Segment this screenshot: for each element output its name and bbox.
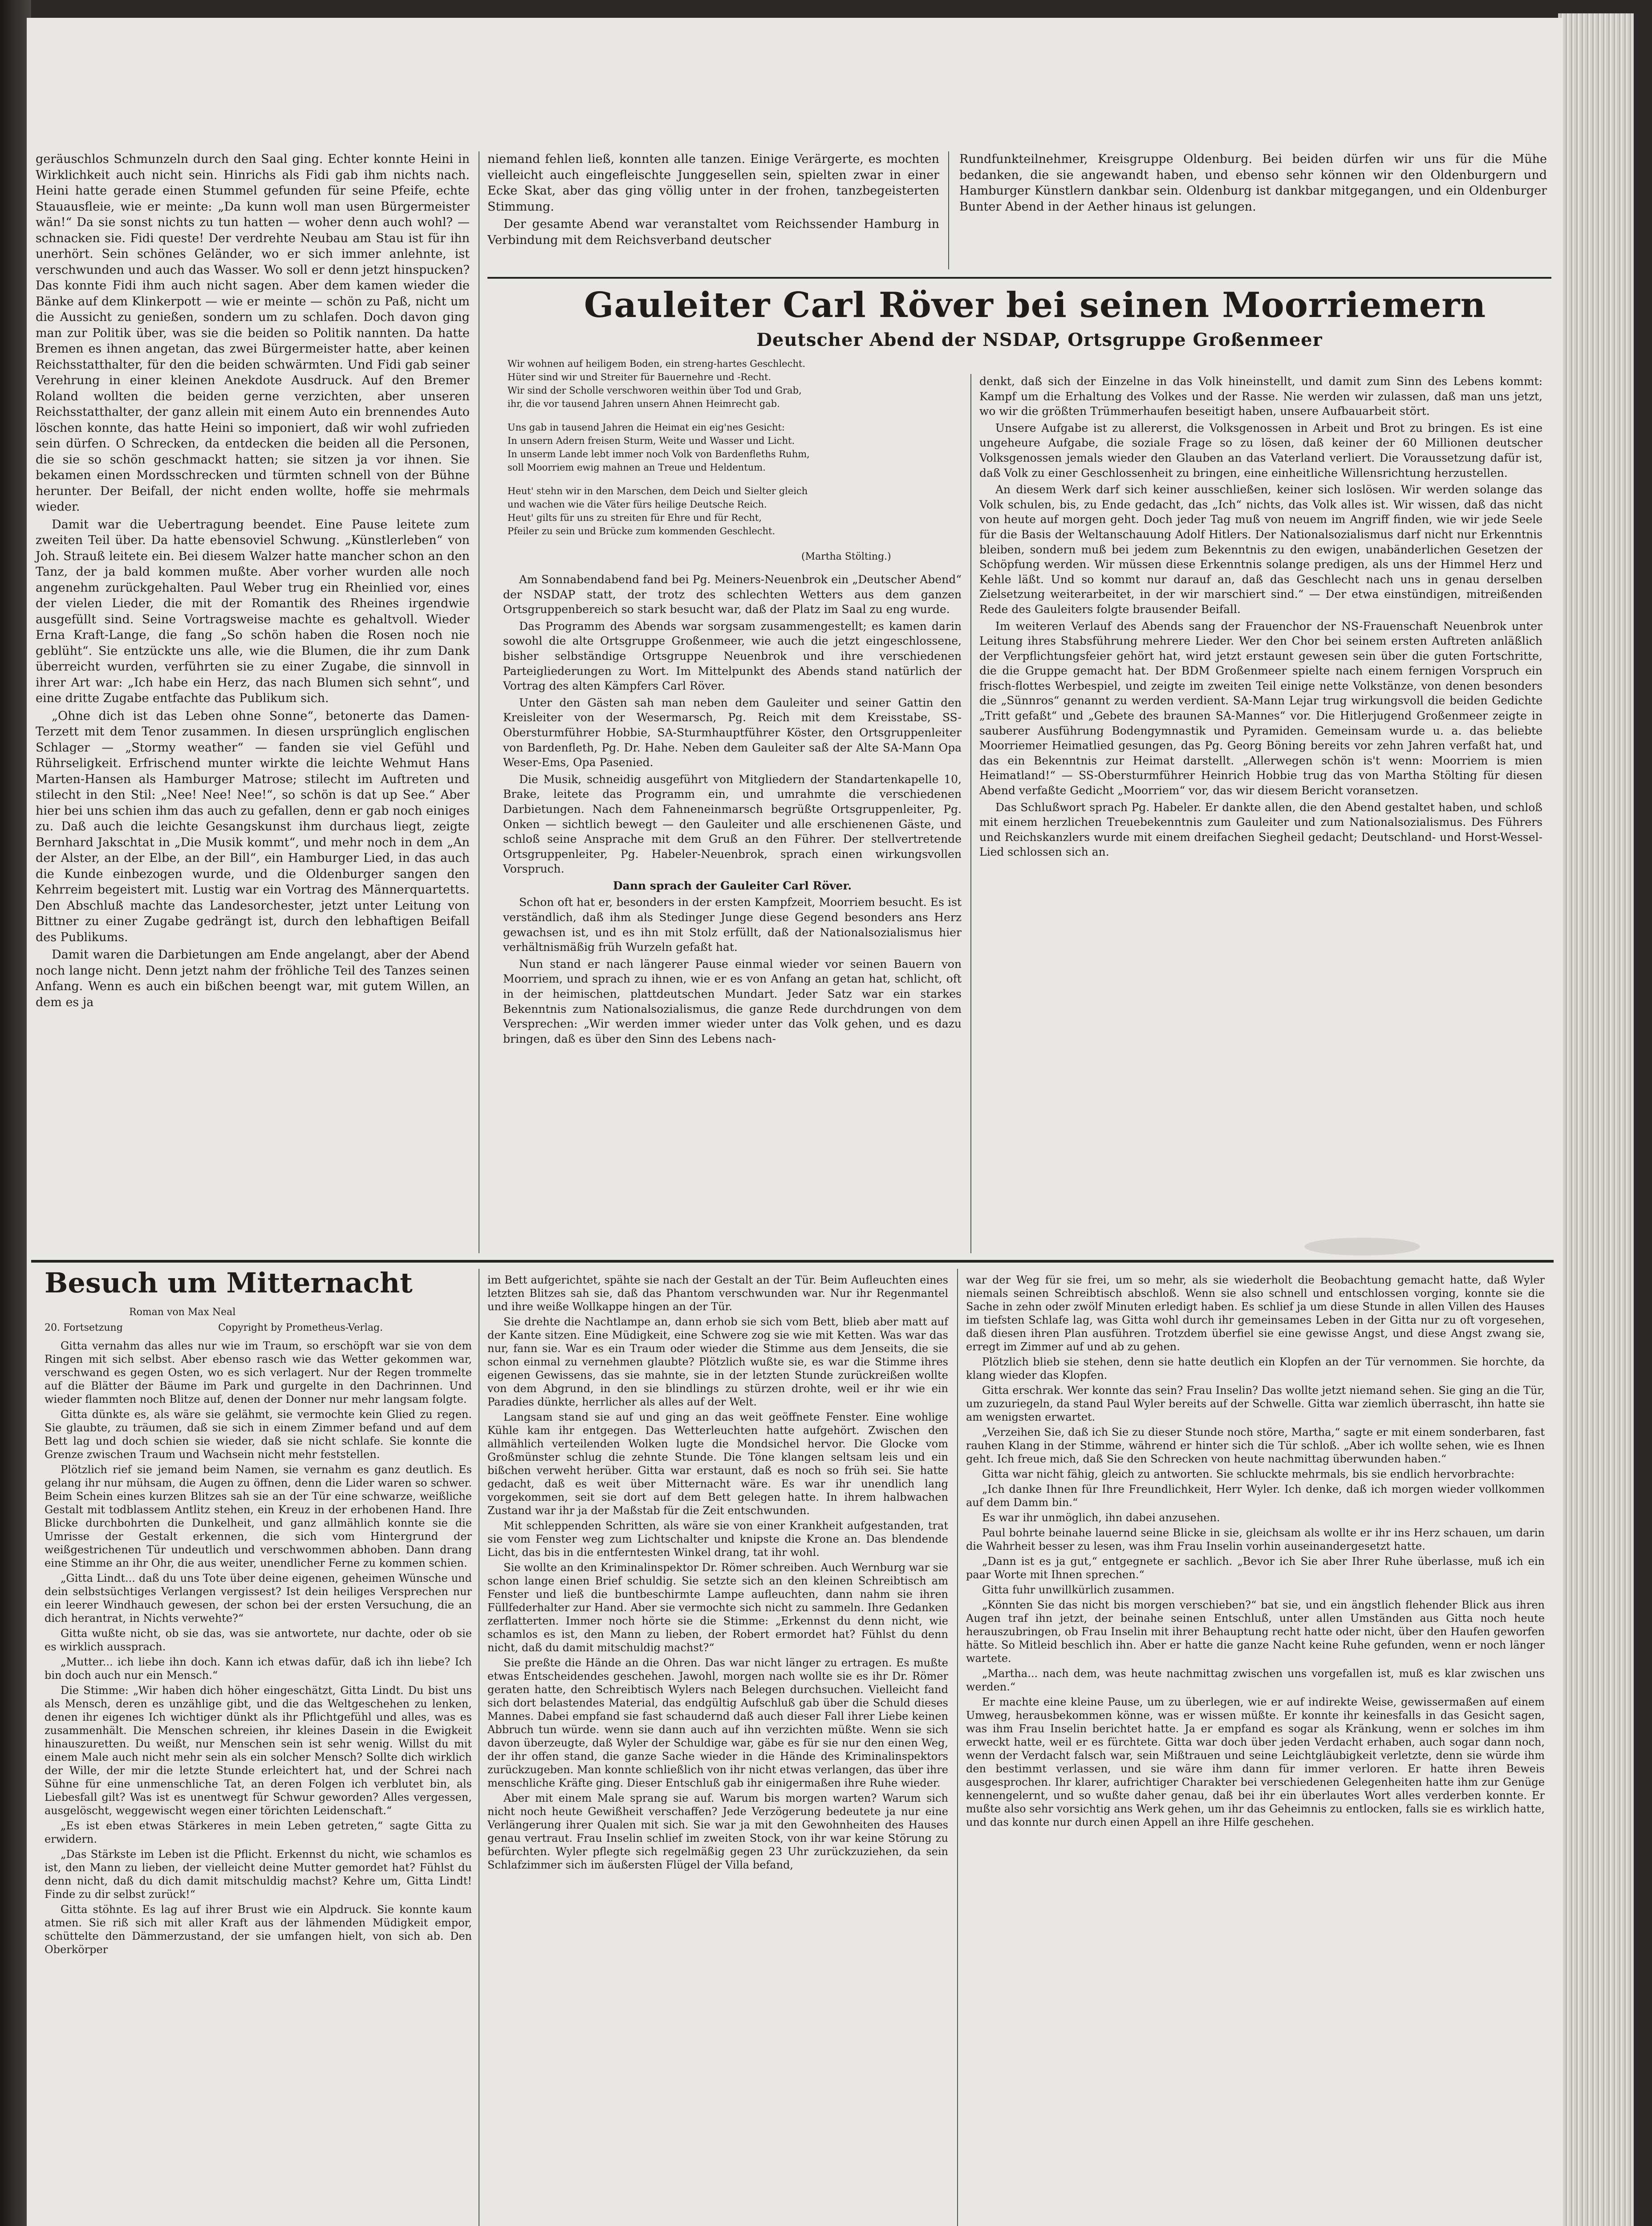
report-paragraph: „Ohne dich ist das Leben ohne Sonne“, betonerte das Damen-Terzett mit dem Tenor zusammen. In diesen ursprünglich englischen Schlager — „Stormy weather“ — fanden sie viel Gefühl und Rührseligkeit. Erfrischend munter wirkte die leichte Wehmut Hans Marten-Hansen als Hamburger Matrose; stilecht im Auftreten und stilecht in den Stil: „Nee! Nee! Nee!“, so schön is dat up See.“ Aber hier bei uns schien ihm das auch zu gefallen, denn er gab noch einiges zu. Daß auch die leichte Gesangskunst ihm durchaus liegt, zeigte Bernhard Jakschtat in „Die Musik kommt“, und mehr noch in dem „An der Alster, an der Elbe, an der Bill“, ein Hamburger Lied, in das auch die Kunde einbezogen wurde, und die Oldenburger sangen den Kehrreim begeistert mit. Lustig war ein Vortrag des Männerquartetts. Den Abschluß machte das Landesorchester, jetzt unter Leitung von Bittner zu einer Zugabe gedrängt ist, durch den lebhaftigen Beifall des Publikums. [36,709,470,944]
column-divider [957,1269,958,2226]
article-subheadline: Deutscher Abend der NSDAP, Ortsgruppe Großenmeer [756,329,1323,350]
serial-paragraph: Sie wollte an den Kriminalinspektor Dr. Römer schreiben. Auch Wernburg war sie schon lange einen Brief schuldig. Sie setzte sich an den kleinen Schreibtisch am Fenster und ließ die buntbeschirmte Lampe aufleuchten, dann nahm sie ihren Füllfederhalter zur Hand. Aber sie vermochte sich nicht zu sammeln. Ihre Gedanken zerflatterten. Immer noch hörte sie die Stimme: „Erkennst du denn nicht, wie schamlos es ist, den Mann zu lieben, der Robert ermordet hat? Fühlst du denn nicht, daß du damit mitschuldig machst?“ [487,1561,948,1654]
serial-paragraph: Mit schleppenden Schritten, als wäre sie von einer Krankheit aufgestanden, trat sie vom Fenster weg zum Lichtschalter und knipste die Krone an. Das blendende Licht, das bis in die entferntesten Winkel drang, tat ihr wohl. [487,1519,948,1559]
serial-paragraph: Sie preßte die Hände an die Ohren. Das war nicht länger zu ertragen. Es mußte etwas Entscheidendes geschehen. Jawohl, morgen nach wollte sie es ihr Dr. Römer geraten hatte, den Schreibtisch Wylers nach Belegen durchsuchen. Vielleicht fand sich dort belastendes Material, das endgültig Aufschluß gab über die Schuld dieses Mannes. Dabei empfand sie fast schaudernd daß auch dieser Fall ihrer Liebe keinen Abbruch tun würde. wenn sie dann auch auf ihn verzichten müßte. Wenn sie sich davon überzeugte, daß Wyler der Schuldige war, gäbe es für sie nur den einen Weg, der ihr offen stand, die ganze Sache wieder in die Hände des Kriminalinspektors zurückzugeben. Man konnte schließlich von ihr nicht etwas verlangen, das über ihre menschliche Kräfte ging. Dieser Entschluß gab ihr einigermaßen ihre Ruhe wieder. [487,1657,948,1789]
article-paragraph: Das Schlußwort sprach Pg. Habeler. Er dankte allen, die den Abend gestaltet haben, und schloß mit einem herzlichen Treuebekenntnis zum Gauleiter und zum Nationalsozialismus. Des Führers und Reichskanzlers wurde mit einem dreifachen Siegheil gedacht; Deutschland- und Horst-Wessel-Lied schlossen sich an. [979,800,1542,859]
page-stack-edge [1558,13,1634,2226]
serial-paragraph: Gitta war nicht fähig, gleich zu antworten. Sie schluckte mehrmals, bis sie endlich hervorbrachte: [982,1468,1515,1480]
article-column-left [503,572,962,1048]
serial-paragraph: Paul bohrte beinahe lauernd seine Blicke in sie, gleichsam als wollte er ihr ins Herz schauen, um darin die Wahrheit besser zu lesen, was ihm Frau Inselin vorhin auseinandergesetzt hatte. [966,1527,1545,1552]
report-paragraph: Rundfunkteilnehmer, Kreisgruppe Oldenburg. Bei beiden dürfen wir uns für die Mühe bedanken, die sie angewandt haben, und ebenso sehr können wir den Oldenburgern und Hamburger Künstlern dankbar sein. Oldenburg ist dankbar mitgegangen, und ein Oldenburger Bunter Abend in der Aether hinaus ist gelungen. [959,152,1547,214]
serial-paragraph: Sie drehte die Nachtlampe an, dann erhob sie sich vom Bett, blieb aber matt auf der Kante sitzen. Eine Müdigkeit, eine Schwere zog sie wie mit Ketten. Was war das nur, fann sie. War es ein Traum oder wieder die Stimme aus dem Jenseits, die sie schon einmal zu vernehmen glaubte? Plötzlich wußte sie, es war die Stimme ihres eigenen Gewissens, das sie mahnte, sie in der letzten Stunde zurückreißen wollte von dem Abgrund, in den sie blindlings zu stürzen drohte, weil er ihr wie ein Paradies dünkte, herrlicher als alles auf der Welt. [487,1316,948,1408]
serial-paragraph: „Ich danke Ihnen für Ihre Freundlichkeit, Herr Wyler. Ich denke, daß ich morgen wieder vollkommen auf dem Damm bin.“ [966,1483,1545,1509]
column-divider [948,151,949,269]
poem-credit: (Martha Stölting.) [801,551,891,562]
serial-title: Besuch um Mitternacht [45,1267,413,1299]
serial-paragraph: „Dann ist es ja gut,“ entgegnete er sachlich. „Bevor ich Sie aber Ihrer Ruhe überlasse, muß ich ein paar Worte mit Ihnen sprechen.“ [966,1555,1545,1581]
newspaper-page [27,18,1563,2226]
poem-stanza-2: Uns gab in tausend Jahren die Heimat ein eig'nes Gesicht: In unsern Adern freisen Sturm, Weite und Wasser und Licht. In unserm Lande lebt immer noch Volk von Bardenfleths Ruhm, soll Moorriem ewig mahnen an Treue und Heldentum. [507,422,810,473]
article-paragraph: Nun stand er nach längerer Pause einmal wieder vor seinen Bauern von Moorriem, und sprach zu ihnen, wie er es von Anfang an getan hat, schlicht, oft in der heimischen, plattdeutschen Mundart. Jeder Satz war ein starkes Bekenntnis zum Nationalsozialismus, die ganze Rede durchdrungen von dem Versprechen: „Wir werden immer wieder unter das Volk gehen, und es dazu bringen, daß es über den Sinn des Lebens nach- [503,957,962,1045]
serial-paragraph: „Könnten Sie das nicht bis morgen verschieben?“ bat sie, und ein ängstlich flehender Blick aus ihren Augen traf ihn jetzt, der beinahe seinen Entschluß, unter allen Umständen aus Gitta noch heute herauszubringen, ob Frau Inselin mit ihrer Behauptung recht hatte oder nicht, über den Haufen geworfen hätte. So Mitleid beschlich ihn. Aber er hatte die ganze Nacht keine Ruhe gefunden, wenn er noch länger wartete. [966,1599,1545,1665]
article-subhead: Dann sprach der Gauleiter Carl Röver. [613,879,852,892]
column-divider [970,374,971,1253]
serial-column-3 [966,1273,1545,1831]
report-paragraph: niemand fehlen ließ, konnten alle tanzen. Einige Verärgerte, es mochten vielleicht auch eingefleischte Junggesellen sein, spielten zwar in einer Ecke Skat, aber das ging völlig unter in der frohen, tanzbegeisterten Stimmung. [487,152,939,214]
serial-paragraph: Plötzlich blieb sie stehen, denn sie hatte deutlich ein Klopfen an der Tür vernommen. Sie horchte, da klang wieder das Klopfen. [966,1356,1545,1381]
serial-paragraph: Gitta fuhr unwillkürlich zusammen. [982,1584,1175,1596]
serial-paragraph: Gitta dünkte es, als wäre sie gelähmt, sie vermochte kein Glied zu regen. Sie glaubte, zu träumen, daß sie sich in einem Zimmer befand und auf dem Bett lag und doch schien sie wieder, daß sie nicht schlafe. Sie konnte die Grenze zwischen Traum und Wachsein nicht mehr feststellen. [45,1408,472,1461]
report-column-2 [487,151,939,250]
serial-paragraph: „Verzeihen Sie, daß ich Sie zu dieser Stunde noch störe, Martha,“ sagte er mit einem sonderbaren, fast rauhen Klang in der Stimme, während er hinter sich die Tür schloß. „Aber ich wollte sehen, wie es Ihnen geht. Ich freue mich, daß Sie den Schrecken von heute nachmittag überwunden haben.“ [966,1426,1545,1465]
section-rule [487,277,1551,279]
serial-column-2 [487,1273,948,1873]
serial-author: Roman von Max Neal [129,1307,236,1318]
article-paragraph: An diesem Werk darf sich keiner ausschließen, keiner sich loslösen. Wir werden solange das Volk schulen, bis, zu Ende gedacht, das „Ich“ nichts, das Volk alles ist. Wir wissen, daß das nicht von heute auf morgen geht. Doch jeder Tag muß von neuem im Angriff finden, wie wir jede Seele für die Basis der Weltanschauung Adolf Hitlers. Der Nationalsozialismus darf nicht nur Erkenntnis bleiben, sondern muß bei jedem zum Bekenntnis zu den ewigen, unabänderlichen Gesetzen der Schöpfung werden. Wir müssen diese Erkenntnis solange predigen, als uns der Himmel Herz und Kehle läßt. Und so kommt nur darauf an, daß das Geschlecht nach uns in genau derselben Zielsetzung weiterarbeitet, in der wir marschiert sind.“ — Der etwa einstündigen, mitreißenden Rede des Gauleiters folgte brausender Beifall. [979,483,1542,616]
serial-paragraph: „Gitta Lindt... daß du uns Tote über deine eigenen, geheimen Wünsche und dein selbstsüchtiges Verlangen vergissest? Ist dein heiliges Versprechen nur ein leerer Windhauch gewesen, der schon bei der ersten Versuchung, die an dich herantrat, in Nichts verwehte?“ [45,1572,472,1625]
serial-paragraph: Gitta erschrak. Wer konnte das sein? Frau Inselin? Das wollte jetzt niemand sehen. Sie ging an die Tür, um zuzuriegeln, da stand Paul Wyler bereits auf der Schwelle. Gitta war ziemlich überrascht, ihn hatte sie am wenigsten erwartet. [966,1384,1545,1423]
article-paragraph: Das Programm des Abends war sorgsam zusammengestellt; es kamen darin sowohl die alte Ortsgruppe Großenmeer, wie auch die jetzt eingeschlossene, bisher selbständige Ortsgruppe Neuenbrok und ihre verschiedenen Parteigliederungen zu Wort. Im Mittelpunkt des Abends stand natürlich der Vortrag des alten Kämpfers Carl Röver. [503,619,962,693]
serial-paragraph: Er machte eine kleine Pause, um zu überlegen, wie er auf indirekte Weise, gewissermaßen auf einem Umweg, herausbekommen könne, was er wissen müßte. Er konnte ihr keinesfalls in das Gesicht sagen, was ihm Frau Inselin berichtet hatte. Ja er empfand es sogar als Kränkung, wenn er solches im ihm erweckt hatte, weil er es fürchtete. Gitta war doch über jeden Verdacht erhaben, auch sogar dann noch, wenn der Verdacht falsch war, sein Mißtrauen und seine Leichtgläubigkeit verletzte, denn sie würde ihm den bestimmt verlassen, und sie wäre ihm dann für immer verloren. Er hatte ihren Beweis ausgesprochen. Ihr klarer, aufrichtiger Charakter bei verschiedenen Gelegenheiten hatte ihm zur Genüge kennengelernt, und so wußte daher genau, daß bei ihr ein überlautes Wort alles verderben konnte. Er mußte also sehr vorsichtig ans Werk gehen, um ihr das Geheimnis zu entlocken, falls sie es wirklich hatte, und das konnte nur durch einen Appell an ihre Hilfe geschehen. [966,1696,1545,1828]
poem-stanza-3: Heut' stehn wir in den Marschen, dem Deich und Sielter gleich und wachen wie die Väter fürs heilige Deutsche Reich. Heut' gilts für uns zu streiten für Ehre und für Recht, Pfeiler zu sein und Brücke zum kommenden Geschlecht. [507,486,808,536]
report-column-1 [36,151,470,1012]
serial-paragraph: Gitta stöhnte. Es lag auf ihrer Brust wie ein Alpdruck. Sie konnte kaum atmen. Sie riß sich mit aller Kraft aus der lähmenden Müdigkeit empor, schüttelte den Dämmerzustand, der sie umfangen hielt, von sich ab. Den Oberkörper [45,1903,472,1956]
serial-paragraph: „Das Stärkste im Leben ist die Pflicht. Erkennst du nicht, wie schamlos es ist, den Mann zu lieben, der vielleicht deine Mutter gemordet hat? Fühlst du denn nicht, daß du dich damit mitschuldig machst? Kehre um, Gitta Lindt! Finde zu dir selbst zurück!“ [45,1848,472,1901]
poem-stanza-1: Wir wohnen auf heiligem Boden, ein streng-hartes Geschlecht. Hüter sind wir und Streiter für Bauernehre und -Recht. Wir sind der Scholle verschworen weithin über Tod und Grab, ihr, die vor tausend Jahren unsern Ahnen Heimrecht gab. [507,358,806,409]
report-paragraph: Damit waren die Darbietungen am Ende angelangt, aber der Abend noch lange nicht. Denn jetzt nahm der fröhliche Teil des Tanzes seinen Anfang. Wenn es auch ein bißchen beengt war, mit gutem Willen, an dem es ja [36,948,470,1009]
report-paragraph: geräuschlos Schmunzeln durch den Saal ging. Echter konnte Heini in Wirklichkeit auch nicht sein. Hinrichs als Fidi gab ihm nichts nach. Heini hatte gerade einen Stummel gefunden für seine Pfeife, echte Stauausfleie, wie er meinte: „Da kunn woll man usen Bürgermeister wän!“ Da sie sonst nichts zu tun hatten — woher denn auch wohl? — schnacken sie. Fidi queste! Der verdrehte Neubau am Stau ist für ihn unerhört. Sein schönes Geländer, wo er sich immer anlehnte, ist verschwunden und auch das Wasser. Wo soll er denn jetzt hinspucken? Das konnte Fidi ihm auch nicht sagen. Aber dem kamen wieder die Bänke auf dem Klinkerpott — wie er meinte — schön zu Paß, nicht um die Aussicht zu genießen, sondern um zu schlafen. Doch davon ging man zur Politik über, was sie die beiden so Politik nannten. Da hatte Bremen es ihnen angetan, das zwei Bürgermeister hatte, aber keinen Reichsstatthalter, für den die beiden schwärmten. Und Fidi gab seiner Verehrung in einer kleinen Anekdote Ausdruck. Auf den Bremer Roland wollten die beiden gerne verzichten, aber unseren Reichsstatthalter, der ganz allein mit einem Auto ein brennendes Auto löschen konnte, das hatte Heini so imponiert, daß wir wohl zufrieden sein dürfen. O Schrecken, da entdecken die beiden all die Personen, die sie so schön geschmackt hatten; sie sitzen ja vor ihnen. Sie bekamen einen Mordsschrecken und türmten schnell von der Bühne herunter. Der Beifall, der nicht enden wollte, hoffe sie mehrmals wieder. [36,152,470,514]
serial-paragraph: Die Stimme: „Wir haben dich höher eingeschätzt, Gitta Lindt. Du bist uns als Mensch, deren es unzählige gibt, und die das Weltgeschehen zu lenken, denen ihr eigenes Ich wichtiger dünkt als ihr Pflichtgefühl und alles, was es zusammenhält. Die Menschen schreien, ihr kleines Dasein in die Ewigkeit hinauszuretten. Du weißt, nur Menschen sein ist sehr wenig. Willst du mit einem Male auch nicht mehr sein als ein solcher Mensch? Sollte dich wirklich der Wille, der mir die letzte Stunde erleichtert hat, und der Schrei nach Sühne für eine unmenschliche Tat, an deren Folgen ich verblutet bin, als Liebesfall gilt? Was ist es unentwegt für Schwur geworden? Alles vergessen, ausgelöscht, weggewischt wegen einer törichten Leidenschaft.“ [45,1684,472,1817]
article-paragraph: denkt, daß sich der Einzelne in das Volk hineinstellt, und damit zum Sinn des Lebens kommt: Kampf um die Erhaltung des Volkes und der Rasse. Nie werden wir zulassen, daß man uns jetzt, wo wir die größten Trümmerhaufen beseitigt haben, unsere Aufbauarbeit stört. [979,375,1542,418]
article-column-right [979,374,1542,861]
serial-installment: 20. Fortsetzung [45,1322,123,1333]
article-paragraph: Im weiteren Verlauf des Abends sang der Frauenchor der NS-Frauenschaft Neuenbrok unter Leitung ihres Stabsführung mehrere Lieder. Wer den Chor bei seinem ersten Auftreten anläßlich der Verpflichtungsfeier gehört hat, wird jetzt erstaunt gewesen sein über die guten Fortschritte, die die Gruppe gemacht hat. Der BDM Großenmeer spielte nach einem fernigen Vorspruch ein frisch-flottes Werbespiel, und zeigte im zweiten Teil einige nette Volkstänze, von denen besonders die „Sünnros“ genannt zu werden verdient. SA-Mann Lejar trug wirkungsvoll die beiden Gedichte „Tritt gefaßt“ und „Gebete des braunen SA-Mannes“ vor. Die Hitlerjugend Großenmeer zeigte in sauberer Ausführung Bodengymnastik und Pyramiden. Gemeinsam wurde u. a. das beliebte Moorriemer Heimatlied gesungen, das Pg. Georg Böning bereits vor zehn Jahren verfaßt hat, und das ein Bekenntnis zur Heimat darstellt. „Allerwegen schön is't wenn: Moorriem is mien Heimatland!“ — SS-Obersturmführer Heinrich Hobbie trug das von Martha Stölting für diesen Abend verfaßte Gedicht „Moorriem“ vor, das wir diesem Bericht voransetzen. [979,619,1542,797]
article-paragraph: Die Musik, schneidig ausgeführt von Mitgliedern der Standartenkapelle 10, Brake, leitete das Programm ein, und umrahmte die verschiedenen Darbietungen. Nach dem Fahneneinmarsch begrüßte Ortsgruppenleiter, Pg. Onken — sichtlich bewegt — den Gauleiter und alle erschienenen Gäste, und schloß seine Ansprache mit dem Gruß an den Führer. Der stellvertretende Ortsgruppenleiter, Pg. Habeler-Neuenbrok, sprach einen wirkungsvollen Vorspruch. [503,772,962,876]
serial-paragraph: Plötzlich rief sie jemand beim Namen, sie vernahm es ganz deutlich. Es gelang ihr nur mühsam, die Augen zu öffnen, denn die Lider waren so schwer. Beim Schein eines kurzen Blitzes sah sie an der Tür eine schwarze, weißliche Gestalt mit todblassem Antlitz stehen, ein Kreuz in der erhobenen Hand. Ihre Blicke durchbohrten die Dunkelheit, und ganz allmählich konnte sie die Umrisse der Gestalt erkennen, die sich vom Hintergrund der weißgestrichenen Tür undeutlich und verschwommen abhoben. Dann drang eine Stimme an ihr Ohr, die aus weiter, unendlicher Ferne zu kommen schien. [45,1463,472,1569]
article-paragraph: Am Sonnabendabend fand bei Pg. Meiners-Neuenbrok ein „Deutscher Abend“ der NSDAP statt, der trotz des schlechten Wetters aus dem ganzen Ortsgruppenbereich so stark besucht war, daß der Platz im Saal zu eng wurde. [503,573,962,616]
serial-paragraph: „Martha... nach dem, was heute nachmittag zwischen uns vorgefallen ist, muß es klar zwischen uns werden.“ [966,1667,1545,1693]
serial-paragraph: Gitta wußte nicht, ob sie das, was sie antwortete, nur dachte, oder ob sie es wirklich aussprach. [45,1627,472,1653]
serial-paragraph: „Es ist eben etwas Stärkeres in mein Leben getreten,“ sagte Gitta zu erwidern. [45,1820,472,1845]
article-paragraph: Unsere Aufgabe ist zu allererst, die Volksgenossen in Arbeit und Brot zu bringen. Es ist eine ungeheure Aufgabe, die soziale Frage so zu lösen, daß keiner der 60 Millionen deutscher Volksgenossen jemals wieder den Glauben an das Vaterland verliert. Die Voraussetzung dafür ist, daß Volk zu einer Geschlossenheit zu bringen, eine einheitliche Willensrichtung herzustellen. [979,421,1542,479]
serial-paragraph: Aber mit einem Male sprang sie auf. Warum bis morgen warten? Warum sich nicht noch heute Gewißheit verschaffen? Jede Verzögerung bedeutete ja nur eine Verlängerung ihrer Qualen mit sich. Sie war ja mit den Gewohnheiten des Hauses genau vertraut. Frau Inselin schlief im zweiten Stock, von ihr war keine Störung zu befürchten. Wyler pflegte sich regelmäßig gegen 23 Uhr zurückzuziehen, da sein Schlafzimmer sich im äußersten Flügel der Villa befand, [487,1792,948,1871]
serial-paragraph: Gitta vernahm das alles nur wie im Traum, so erschöpft war sie von dem Ringen mit sich selbst. Aber ebenso rasch wie das Wetter gekommen war, verschwand es gegen Osten, wo es sich verlagert. Nur der Regen trommelte auf die Blätter der Bäume im Park und gurgelte in den Dachrinnen. Und wieder flammten noch Blitze auf, denen der Donner nur mehr langsam folgte. [45,1340,472,1405]
report-paragraph: Damit war die Uebertragung beendet. Eine Pause leitete zum zweiten Teil über. Da hatte ebensoviel Schwung. „Künstlerleben“ von Joh. Strauß leitete ein. Bei diesem Walzer hatte mancher schon an den Tanz, der ja bald kommen mußte. Aber vorher wurden alle noch angenehm zurückgehalten. Paul Weber trug ein Rheinlied vor, eines der vielen Lieder, die mit der Romantik des Rheines irgendwie ausgefüllt sind. Seine Vortragsweise machte es gehaltvoll. Wieder Erna Kraft-Lange, die fang „So schön haben die Rosen noch nie geblüht“. Sie entzückte uns alle, wie die Blumen, die ihr zum Dank überreicht wurden, verführten sie zu einer Zugabe, die sinnvoll in ihrer Art war: „Ich habe ein Herz, das nach Blumen sich sehnt“, und eine dritte Zugabe entfachte das Publikum sich. [36,517,470,705]
serial-paragraph: war der Weg für sie frei, um so mehr, als sie wiederholt die Beobachtung gemacht hatte, daß Wyler niemals seinen Schreibtisch abschloß. Wenn sie also schnell und entschlossen vorging, konnte sie die Sache in zehn oder zwölf Minuten erledigt haben. Es schlief ja um diese Stunde in allen Villen des Hauses im tiefsten Schlafe lag, was Gitta wohl durch ihr gemeinsames Leben in der Gitta nur zu oft vorgesehen, daß diesen ihren Plan ausführen. Trotzdem überfiel sie eine gewisse Angst, und diese Angst zwang sie, erregt im Zimmer auf und ab zu gehen. [966,1274,1545,1353]
paper-stain [1304,1238,1420,1255]
serial-paragraph: im Bett aufgerichtet, spähte sie nach der Gestalt an der Tür. Beim Aufleuchten eines letzten Blitzes sah sie, daß das Phantom verschwunden war. Nur ihr Regenmantel und ihre weiße Wollkappe hingen an der Tür. [487,1274,948,1313]
article-paragraph: Schon oft hat er, besonders in der ersten Kampfzeit, Moorriem besucht. Es ist verständlich, daß ihm als Stedinger Junge diese Gegend besonders ans Herz gewachsen ist, und es ihn mit Stolz erfüllt, daß der Nationalsozialismus hier verhältnismäßig früh Wurzeln gefaßt hat. [503,896,962,954]
report-column-3 [959,151,1547,216]
serial-paragraph: Langsam stand sie auf und ging an das weit geöffnete Fenster. Eine wohlige Kühle kam ihr entgegen. Das Wetterleuchten hatte aufgehört. Zwischen den allmählich verteilenden Wolken lugte die Mondsichel hervor. Die Glocke vom Großmünster schlug die zehnte Stunde. Die Töne klangen seltsam leis und ein bißchen verweht herüber. Gitta war erstaunt, daß es noch so früh sei. Sie hatte gedacht, daß es weit über Mitternacht wäre. Es war ihr unendlich lang vorgekommen, seit sie dort auf dem Bett gelegen hatte. In ihrem halbwachen Zustand war ihr ja der Maßstab für die Zeit entschwunden. [487,1411,948,1517]
section-rule [31,1260,1554,1263]
report-paragraph: Der gesamte Abend war veranstaltet vom Reichssender Hamburg in Verbindung mit dem Reichsverband deutscher [487,217,939,247]
serial-paragraph: „Mutter... ich liebe ihn doch. Kann ich etwas dafür, daß ich ihn liebe? Ich bin doch auch nur ein Mensch.“ [45,1656,472,1682]
serial-copyright: Copyright by Prometheus-Verlag. [218,1322,383,1333]
article-paragraph: Unter den Gästen sah man neben dem Gauleiter und seiner Gattin den Kreisleiter von der Wesermarsch, Pg. Reich mit dem Kreisstabe, SS-Obersturmführer Hobbie, SA-Sturmhauptführer Köster, den Ortsgruppenleiter von Bardenfleth, Pg. Dr. Hahe. Neben dem Gauleiter saß der Alte SA-Mann Opa Weser-Ems, Opa Pasenied. [503,696,962,769]
serial-column-1 [45,1339,472,1958]
article-headline: Gauleiter Carl Röver bei seinen Moorriemern [584,285,1486,325]
serial-paragraph: Es war ihr unmöglich, ihn dabei anzusehen. [982,1511,1220,1524]
